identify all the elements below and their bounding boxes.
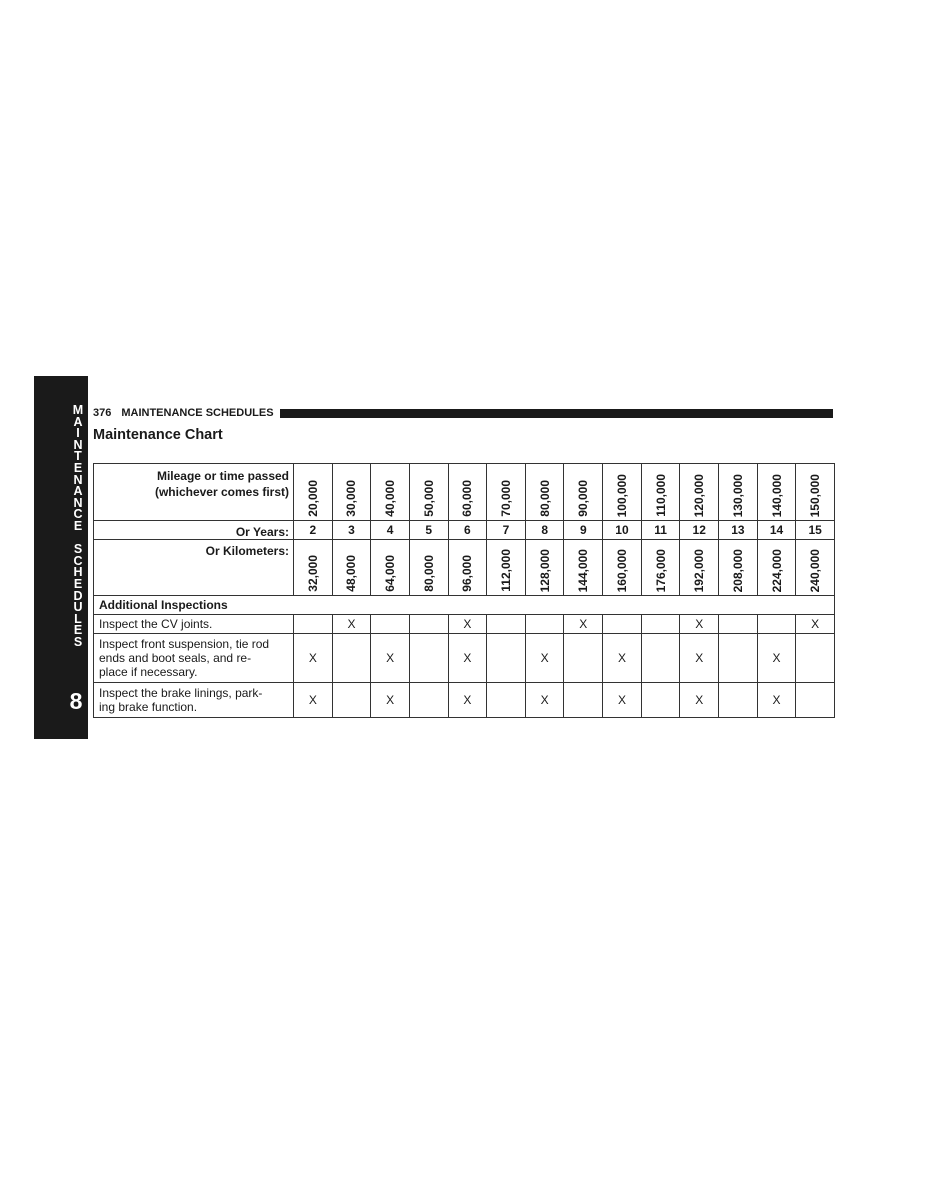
years-value: 6 bbox=[448, 521, 487, 540]
mileage-value: 120,000 bbox=[692, 473, 707, 517]
mileage-cell bbox=[564, 464, 603, 521]
schedule-mark: X bbox=[564, 615, 603, 634]
kilometers-cell bbox=[409, 540, 448, 596]
side-tab-letter: E bbox=[73, 576, 83, 591]
kilometers-value: 48,000 bbox=[344, 555, 359, 592]
inspection-item-line: Inspect the CV joints. bbox=[99, 617, 213, 631]
mileage-value: 70,000 bbox=[499, 480, 514, 517]
mileage-cell bbox=[680, 464, 719, 521]
schedule-mark: X bbox=[294, 634, 333, 683]
side-tab-letter: H bbox=[73, 565, 83, 580]
years-value: 4 bbox=[371, 521, 410, 540]
table-row bbox=[94, 634, 835, 683]
years-label: Or Years: bbox=[94, 521, 294, 540]
side-tab-letter: N bbox=[73, 437, 83, 452]
years-value: 15 bbox=[796, 521, 835, 540]
chart-title: Maintenance Chart bbox=[93, 427, 223, 443]
kilometers-value: 160,000 bbox=[614, 548, 629, 592]
mileage-value: 150,000 bbox=[808, 473, 823, 517]
mileage-value: 50,000 bbox=[421, 480, 436, 517]
schedule-mark: X bbox=[603, 634, 642, 683]
kilometers-cell bbox=[603, 540, 642, 596]
schedule-mark bbox=[564, 683, 603, 718]
years-value: 8 bbox=[525, 521, 564, 540]
schedule-mark bbox=[409, 615, 448, 634]
kilometers-cell bbox=[448, 540, 487, 596]
mileage-cell bbox=[603, 464, 642, 521]
kilometers-row bbox=[94, 540, 835, 596]
side-tab-letter: E bbox=[73, 460, 83, 475]
kilometers-cell bbox=[371, 540, 410, 596]
schedule-mark: X bbox=[332, 615, 371, 634]
side-tab-letter: S bbox=[73, 634, 83, 649]
mileage-value: 20,000 bbox=[305, 480, 320, 517]
page-header bbox=[93, 406, 833, 420]
kilometers-cell bbox=[680, 540, 719, 596]
mileage-value: 30,000 bbox=[344, 480, 359, 517]
mileage-value: 110,000 bbox=[653, 474, 668, 517]
kilometers-value: 64,000 bbox=[383, 555, 398, 592]
mileage-cell bbox=[641, 464, 680, 521]
schedule-mark bbox=[525, 615, 564, 634]
mileage-value: 40,000 bbox=[383, 480, 398, 517]
kilometers-value: 144,000 bbox=[576, 548, 591, 592]
side-tab-letter: T bbox=[74, 449, 82, 464]
kilometers-value: 240,000 bbox=[808, 548, 823, 592]
header-rule bbox=[280, 409, 833, 418]
side-tab-letter: D bbox=[73, 588, 83, 603]
schedule-mark bbox=[641, 615, 680, 634]
inspection-item bbox=[94, 634, 294, 683]
kilometers-cell bbox=[332, 540, 371, 596]
maintenance-chart-table bbox=[93, 463, 835, 718]
years-value: 9 bbox=[564, 521, 603, 540]
schedule-mark: X bbox=[680, 634, 719, 683]
mileage-cell bbox=[796, 464, 835, 521]
kilometers-cell bbox=[796, 540, 835, 596]
mileage-label-line: Mileage or time passed bbox=[156, 469, 289, 483]
schedule-mark bbox=[294, 615, 333, 634]
side-tab-letter: E bbox=[73, 623, 83, 638]
schedule-mark bbox=[719, 683, 758, 718]
schedule-mark: X bbox=[448, 634, 487, 683]
kilometers-value: 112,000 bbox=[499, 549, 514, 592]
mileage-cell bbox=[371, 464, 410, 521]
side-tab-letter: N bbox=[73, 495, 83, 510]
mileage-cell bbox=[448, 464, 487, 521]
kilometers-cell bbox=[564, 540, 603, 596]
side-tab-letter: C bbox=[73, 553, 83, 568]
schedule-mark bbox=[409, 683, 448, 718]
mileage-value: 60,000 bbox=[460, 480, 475, 517]
kilometers-value: 32,000 bbox=[305, 555, 320, 592]
schedule-mark: X bbox=[448, 683, 487, 718]
inspection-item-line: ing brake function. bbox=[99, 700, 198, 714]
kilometers-value: 224,000 bbox=[769, 548, 784, 592]
kilometers-cell bbox=[525, 540, 564, 596]
mileage-label-line: (whichever comes first) bbox=[154, 485, 289, 499]
schedule-mark bbox=[641, 634, 680, 683]
side-tab-letter: A bbox=[73, 484, 83, 499]
schedule-mark bbox=[409, 634, 448, 683]
side-tab-letter: U bbox=[73, 600, 83, 615]
kilometers-label: Or Kilometers: bbox=[94, 540, 294, 596]
inspection-item-line: Inspect the brake linings, park- bbox=[99, 686, 263, 700]
mileage-value: 140,000 bbox=[769, 473, 784, 517]
schedule-mark bbox=[641, 683, 680, 718]
inspection-item-line: Inspect front suspension, tie rod bbox=[99, 637, 270, 651]
side-tab-letter: I bbox=[76, 426, 80, 441]
schedule-mark: X bbox=[371, 683, 410, 718]
kilometers-value: 176,000 bbox=[653, 548, 668, 592]
mileage-value: 80,000 bbox=[537, 480, 552, 517]
kilometers-cell bbox=[487, 540, 526, 596]
schedule-mark bbox=[332, 683, 371, 718]
inspection-item bbox=[94, 615, 294, 634]
years-value: 7 bbox=[487, 521, 526, 540]
schedule-mark: X bbox=[680, 683, 719, 718]
schedule-mark bbox=[487, 683, 526, 718]
years-value: 12 bbox=[680, 521, 719, 540]
mileage-cell bbox=[757, 464, 796, 521]
schedule-mark bbox=[332, 634, 371, 683]
years-row bbox=[94, 521, 835, 540]
mileage-cell bbox=[719, 464, 758, 521]
side-tab-letter: C bbox=[73, 507, 83, 522]
section-title: MAINTENANCE SCHEDULES bbox=[121, 407, 274, 419]
mileage-value: 100,000 bbox=[614, 473, 629, 517]
schedule-mark: X bbox=[448, 615, 487, 634]
schedule-mark: X bbox=[294, 683, 333, 718]
table-row bbox=[94, 683, 835, 718]
schedule-mark: X bbox=[603, 683, 642, 718]
kilometers-value: 128,000 bbox=[537, 548, 552, 592]
inspection-item bbox=[94, 683, 294, 718]
schedule-mark bbox=[371, 615, 410, 634]
side-tab-letter: N bbox=[73, 472, 83, 487]
mileage-value: 90,000 bbox=[576, 480, 591, 517]
side-tab-letter: L bbox=[74, 611, 82, 626]
side-tab-title bbox=[70, 405, 86, 648]
kilometers-value: 208,000 bbox=[730, 548, 745, 592]
mileage-row bbox=[94, 464, 835, 521]
schedule-mark bbox=[719, 634, 758, 683]
kilometers-cell bbox=[757, 540, 796, 596]
mileage-cell bbox=[409, 464, 448, 521]
mileage-cell bbox=[332, 464, 371, 521]
schedule-mark: X bbox=[796, 615, 835, 634]
mileage-cell bbox=[294, 464, 333, 521]
side-tab-letter: M bbox=[72, 403, 84, 417]
mileage-label bbox=[94, 464, 294, 521]
years-value: 14 bbox=[757, 521, 796, 540]
schedule-mark: X bbox=[757, 634, 796, 683]
schedule-mark bbox=[757, 615, 796, 634]
years-value: 11 bbox=[641, 521, 680, 540]
years-value: 13 bbox=[719, 521, 758, 540]
kilometers-cell bbox=[294, 540, 333, 596]
years-value: 3 bbox=[332, 521, 371, 540]
page-number: 376 bbox=[93, 407, 112, 419]
schedule-mark bbox=[487, 634, 526, 683]
kilometers-cell bbox=[719, 540, 758, 596]
schedule-mark: X bbox=[757, 683, 796, 718]
mileage-cell bbox=[525, 464, 564, 521]
side-tab-letter: E bbox=[73, 518, 83, 533]
schedule-mark bbox=[564, 634, 603, 683]
mileage-value: 130,000 bbox=[730, 473, 745, 517]
schedule-mark bbox=[487, 615, 526, 634]
schedule-mark bbox=[603, 615, 642, 634]
schedule-mark: X bbox=[525, 683, 564, 718]
years-value: 5 bbox=[409, 521, 448, 540]
years-value: 10 bbox=[603, 521, 642, 540]
kilometers-value: 80,000 bbox=[421, 555, 436, 592]
schedule-mark bbox=[719, 615, 758, 634]
schedule-mark bbox=[796, 634, 835, 683]
schedule-mark: X bbox=[680, 615, 719, 634]
inspection-item-line: ends and boot seals, and re- bbox=[99, 651, 252, 665]
schedule-mark bbox=[796, 683, 835, 718]
inspection-item-line: place if necessary. bbox=[99, 665, 198, 679]
kilometers-value: 192,000 bbox=[692, 548, 707, 592]
schedule-mark: X bbox=[371, 634, 410, 683]
section-heading-row bbox=[94, 596, 835, 615]
kilometers-cell bbox=[641, 540, 680, 596]
mileage-cell bbox=[487, 464, 526, 521]
schedule-mark: X bbox=[525, 634, 564, 683]
side-tab-letter: S bbox=[73, 542, 83, 557]
side-tab-letter: A bbox=[73, 414, 83, 429]
table-row bbox=[94, 615, 835, 634]
section-heading: Additional Inspections bbox=[94, 596, 835, 615]
side-tab-section-number: 8 bbox=[69, 688, 83, 714]
kilometers-value: 96,000 bbox=[460, 555, 475, 592]
years-value: 2 bbox=[294, 521, 333, 540]
